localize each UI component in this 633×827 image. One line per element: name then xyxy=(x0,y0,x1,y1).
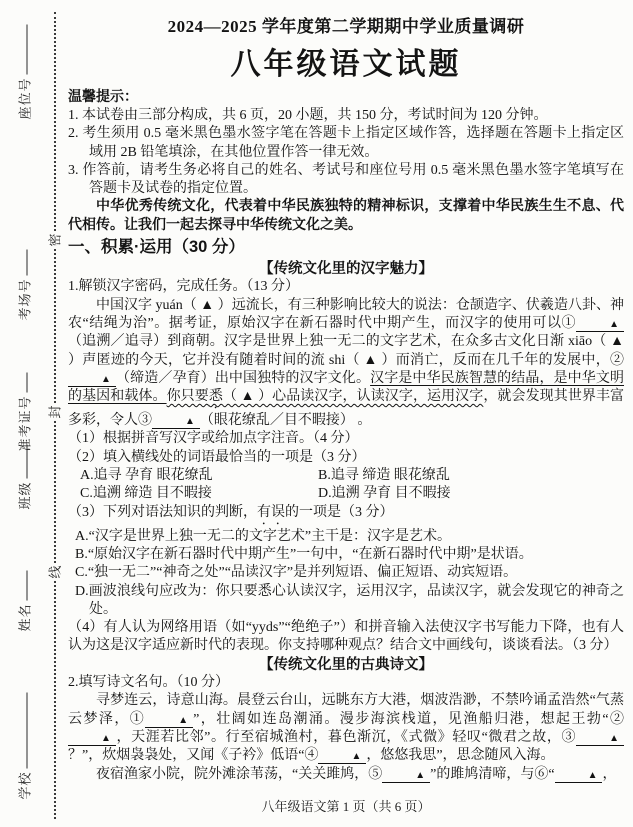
topic-tag-hanzi: 【传统文化里的汉字魅力】 xyxy=(259,261,433,278)
page-footer: 八年级语文第 1 页（共 6 页） xyxy=(261,799,431,814)
option-a: A.追寻 孕育 眼花缭乱 xyxy=(80,468,213,484)
fill-blank-q2-2: ▲ xyxy=(68,734,116,746)
name-line xyxy=(26,570,28,600)
topic-tag-shiwen: 【传统文化里的古典诗文】 xyxy=(259,656,433,673)
class-label: 班级 xyxy=(17,481,33,510)
admission-ticket-line xyxy=(26,372,28,392)
sub-question-3 xyxy=(68,504,624,528)
class-field xyxy=(15,444,34,509)
emphasized-word: 有误 xyxy=(257,504,285,520)
question-1-passage xyxy=(68,297,624,431)
sub-question-3-text: （3）下列对语法知识的判断， xyxy=(68,504,257,520)
option-d: D.画波浪线句应改为：你只要悉心认读汉字，运用汉字，品读汉字，就会发现它的神奇之处。 xyxy=(75,583,624,617)
option-b: B.追寻 缔造 眼花缭乱 xyxy=(318,468,450,484)
sub-question-2-options xyxy=(68,467,624,504)
notice-item-3: 3. 作答前，请考生务必将自己的姓名、考试号和座位号用 0.5 毫米黑色墨水签字笔填写在答题卡及试卷的指定位置。 xyxy=(68,162,624,197)
sub-question-3-text: 的一项是（3 分） xyxy=(285,504,394,520)
sub-question-4: （4）有人认为网络用语（如“yyds”“绝绝子”）和拼音输入法使汉字书写能力下降，也有人认为这是汉字适应新时代的表现。你支持哪种观点？结合文中画线句，谈谈看法。（3 分） xyxy=(68,620,624,654)
fill-blank-q2-1: ▲ xyxy=(145,716,193,728)
name-field xyxy=(15,570,34,631)
exam-session-title: 2024—2025 学年度第二学期期中学业质量调研 xyxy=(167,17,525,36)
exam-room-field xyxy=(15,249,34,320)
passage-segment: 寻梦连云，诗意山海。晨登云台山，远眺东方大港，烟波浩渺，不禁吟诵孟浩然“气蒸云梦泽，① xyxy=(68,693,624,727)
passage-segment: ”，壮阔如连岛潮涌。漫步海滨栈道，见渔船归港，想起王勃“② xyxy=(193,711,625,727)
seal-char-mi: 密 xyxy=(47,233,63,247)
sub-question-2: （2）填入横线处的词语最恰当的一项是（3 分） xyxy=(68,449,366,465)
option-a: A.“汉字是世界上独一无二的文字艺术”主干是：汉字是艺术。 xyxy=(75,528,452,544)
passage-segment: ？”，炊烟袅袅处，又闻《子衿》低语“④ xyxy=(68,748,319,764)
admission-ticket-field xyxy=(15,372,34,451)
exam-room-line xyxy=(26,249,28,275)
passage-segment: （ ▲ ）心品读汉字，认读汉字，运用汉字 xyxy=(222,389,484,405)
seat-number-field xyxy=(15,24,34,119)
intro-paragraph: 中华优秀传统文化，代表着中华民族独特的精神标识，支撑着中华民族生生不息、代代相传。让我们一起去探寻中华传统文化之美。 xyxy=(68,199,624,233)
school-line xyxy=(26,692,28,768)
fill-blank-q2-5: ▲ xyxy=(382,771,430,783)
question-2-passage-1 xyxy=(68,692,624,765)
question-2-passage-2 xyxy=(68,766,624,784)
exam-body xyxy=(68,8,624,784)
option-d: D.追溯 孕育 目不暇接 xyxy=(318,486,451,502)
fill-blank-q2-6: ▲ xyxy=(555,771,603,783)
passage-segment: （追溯／追寻）到商朝。汉字是世界上独一无二的文字艺术，在众多古文化日渐 xiāo（ ▲ ）声匿迹的今天，它并没有随着时间的流 shi（ ▲ ）而消亡，反而在几千年的发展中，② xyxy=(68,334,624,368)
school-field xyxy=(15,692,34,799)
fill-blank-2: ▲ xyxy=(68,375,116,387)
sub-question-1: （1）根据拼音写汉字或给加点字注音。（4 分） xyxy=(68,431,359,447)
passage-segment: 夜宿渔家小院，院外滩涂苇荡，“关关雎鸠，⑤ xyxy=(96,766,383,782)
seat-number-line xyxy=(26,24,28,74)
passage-segment: （眼花缭乱／目不暇接） 。 xyxy=(199,413,372,429)
name-label: 姓名 xyxy=(17,603,33,632)
seal-char-feng: 封 xyxy=(47,405,63,419)
passage-segment: ， xyxy=(602,766,617,782)
passage-segment: ，悠悠我思”，思念随风入海。 xyxy=(366,748,555,764)
passage-segment: ，天涯若比邻”。行至宿城渔村，暮色渐沉，《式微》轻叹“微君之故，③ xyxy=(115,729,577,745)
admission-ticket-label: 准考证号 xyxy=(17,395,33,452)
fill-blank-1: ▲ xyxy=(576,320,624,332)
exam-room-label: 考场号 xyxy=(17,278,33,321)
passage-segment: 中国汉字 yuán（ ▲ ）远流长，有三种影响比较大的说法：仓颉造字、伏羲造八卦、神农“结绳为治”。据考证，原始汉字在新石器时代中期产生，而汉字的使用可以① xyxy=(68,297,624,331)
seal-char-xian: 线 xyxy=(47,565,63,579)
fill-blank-q2-3: ▲ xyxy=(576,734,624,746)
question-1-lead: 1.解锁汉字密码，完成任务。（13 分） xyxy=(68,279,299,295)
seat-number-label: 座位号 xyxy=(17,77,33,120)
passage-segment: ”的雎鸠清啼，与⑥“ xyxy=(430,766,555,782)
dotted-character: 悉 xyxy=(208,389,223,405)
wavy-underlined-clause xyxy=(167,389,484,404)
notice-item-1: 1. 本试卷由三部分构成，共 6 页，20 小题，共 150 分，考试时间为 120 分钟。 xyxy=(68,108,548,123)
notice-heading: 温馨提示： xyxy=(68,90,138,105)
option-c: C.“独一无二”“神奇之处”“品读汉字”是并列短语、偏正短语、动宾短语。 xyxy=(75,565,518,581)
fill-blank-3: ▲ xyxy=(152,417,200,429)
passage-segment: ，就会发现其世界丰富多彩，令人③ xyxy=(68,389,625,429)
notice-item-2: 2. 考生须用 0.5 毫米黑色墨水签字笔在答题卡上指定区域作答，选择题在答题卡上指定区域用 2B 铅笔填涂，在其他位置作答一律无效。 xyxy=(68,126,624,160)
question-2-lead: 2.填写诗文名句。（10 分） xyxy=(68,675,229,691)
underlined-sentence: 汉字是中华民族智慧的结晶，是中华文明的基因和载体。 xyxy=(68,370,625,405)
passage-segment: （缔造／孕育）出中国独特的汉字文化。 xyxy=(115,370,371,386)
fill-blank-q2-4: ▲ xyxy=(318,752,366,764)
option-b: B.“原始汉字在新石器时代中期产生”一句中，“在新石器时代中期”是状语。 xyxy=(75,546,533,562)
school-label: 学校 xyxy=(17,771,33,800)
option-c: C.追溯 缔造 目不暇接 xyxy=(80,486,212,502)
class-line xyxy=(26,444,28,478)
section-1-heading: 一、积累·运用（30 分） xyxy=(68,238,245,257)
page-title: 八年级语文试题 xyxy=(230,48,462,81)
passage-segment: 你只要 xyxy=(166,389,209,405)
